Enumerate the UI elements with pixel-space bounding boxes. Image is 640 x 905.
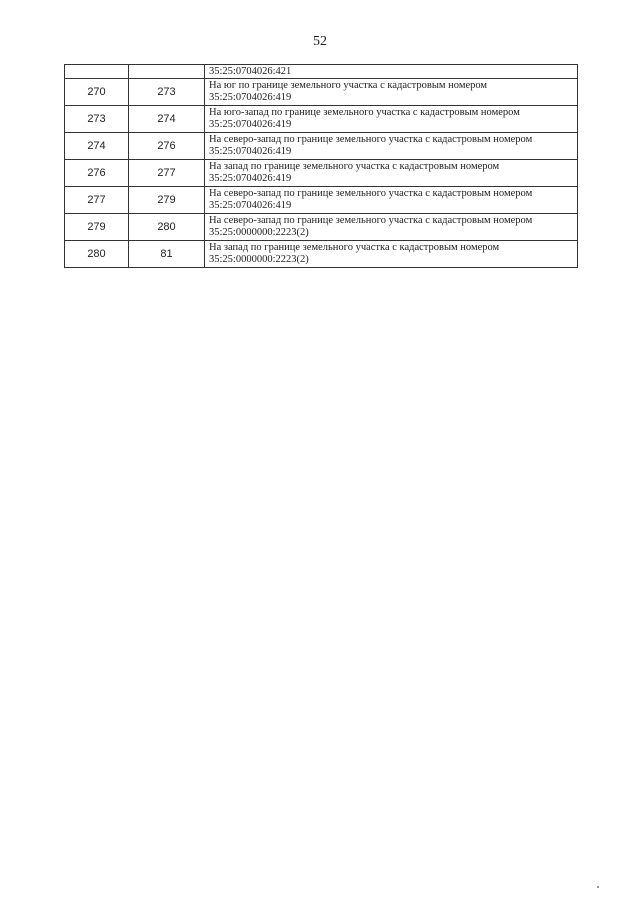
direction-description: На северо-запад по границе земельного участка с кадастровым номером <box>209 188 533 199</box>
point-from-cell: 280 <box>65 241 129 268</box>
description-cell <box>205 187 578 214</box>
point-from-cell: 273 <box>65 106 129 133</box>
table-row <box>65 214 578 241</box>
cadastral-number: 35:25:0704026:419 <box>209 146 292 157</box>
table-row <box>65 65 578 79</box>
description-cell <box>205 214 578 241</box>
boundary-table <box>64 64 578 268</box>
direction-description: На запад по границе земельного участка с кадастровым номером <box>209 161 500 172</box>
description-cell <box>205 79 578 106</box>
table-row <box>65 79 578 106</box>
table-row <box>65 106 578 133</box>
point-to-cell <box>129 65 205 79</box>
point-to-cell: 273 <box>129 79 205 106</box>
table-row <box>65 133 578 160</box>
direction-description: На юг по границе земельного участка с кадастровым номером <box>209 80 488 91</box>
description-cell <box>205 133 578 160</box>
point-to-cell: 81 <box>129 241 205 268</box>
cadastral-number: 35:25:0000000:2223(2) <box>209 254 309 265</box>
direction-description: На юго-запад по границе земельного участка с кадастровым номером <box>209 107 520 118</box>
page-number: 52 <box>313 34 327 49</box>
cadastral-number: 35:25:0000000:2223(2) <box>209 227 309 238</box>
cadastral-number: 35:25:0704026:419 <box>209 173 292 184</box>
point-to-cell: 276 <box>129 133 205 160</box>
table-row <box>65 160 578 187</box>
point-from-cell: 274 <box>65 133 129 160</box>
direction-description: На северо-запад по границе земельного участка с кадастровым номером <box>209 215 533 226</box>
description-cell <box>205 65 578 79</box>
scan-speck <box>597 886 599 888</box>
point-from-cell <box>65 65 129 79</box>
point-from-cell: 279 <box>65 214 129 241</box>
description-cell <box>205 106 578 133</box>
table-row <box>65 187 578 214</box>
point-to-cell: 277 <box>129 160 205 187</box>
cadastral-number: 35:25:0704026:421 <box>209 65 292 77</box>
point-to-cell: 279 <box>129 187 205 214</box>
point-from-cell: 270 <box>65 79 129 106</box>
description-cell <box>205 160 578 187</box>
table-row <box>65 241 578 268</box>
cadastral-number: 35:25:0704026:419 <box>209 92 292 103</box>
direction-description: На северо-запад по границе земельного участка с кадастровым номером <box>209 134 533 145</box>
description-cell <box>205 241 578 268</box>
point-to-cell: 274 <box>129 106 205 133</box>
point-from-cell: 276 <box>65 160 129 187</box>
point-from-cell: 277 <box>65 187 129 214</box>
point-to-cell: 280 <box>129 214 205 241</box>
cadastral-number: 35:25:0704026:419 <box>209 200 292 211</box>
direction-description: На запад по границе земельного участка с кадастровым номером <box>209 242 500 253</box>
cadastral-number: 35:25:0704026:419 <box>209 119 292 130</box>
